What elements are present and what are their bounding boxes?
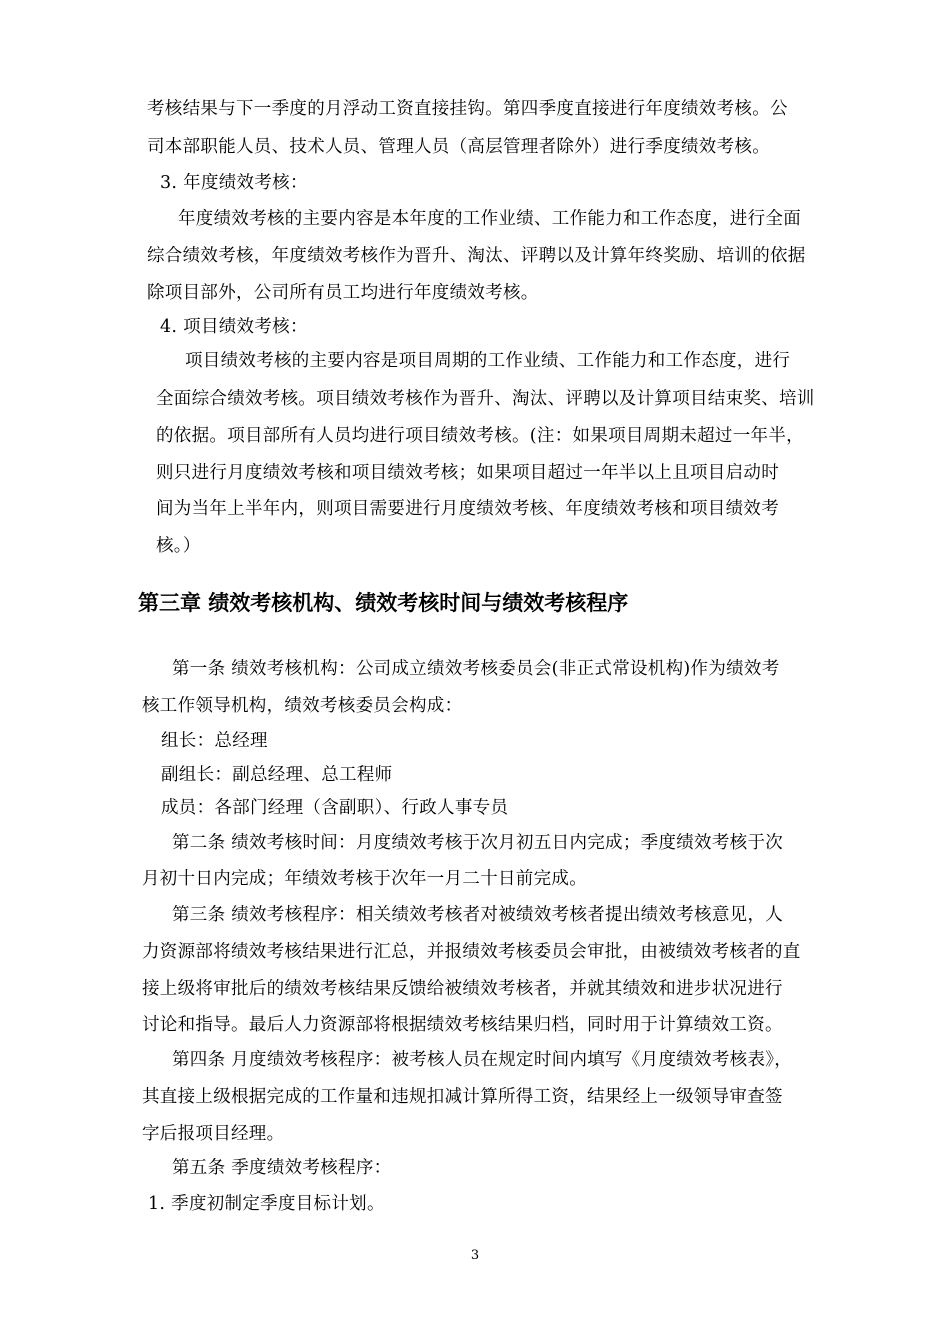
body-line: 年度绩效考核的主要内容是本年度的工作业绩、工作能力和工作态度，进行全面	[178, 209, 801, 229]
body-line: 间为当年上半年内，则项目需要进行月度绩效考核、年度绩效考核和项目绩效考	[156, 499, 779, 519]
body-line: 除项目部外，公司所有员工均进行年度绩效考核。	[147, 283, 539, 303]
list-heading: 4. 项目绩效考核：	[160, 317, 308, 337]
article-line: 第四条 月度绩效考核程序：被考核人员在规定时间内填写《月度绩效考核表》，	[172, 1050, 793, 1070]
body-line: 讨论和指导。最后人力资源部将根据绩效考核结果归档，同时用于计算绩效工资。	[142, 1015, 783, 1035]
body-line: 其直接上级根据完成的工作量和违规扣减计算所得工资，结果经上一级领导审查签	[142, 1087, 783, 1107]
body-line: 项目绩效考核的主要内容是项目周期的工作业绩、工作能力和工作态度，进行	[185, 351, 791, 371]
body-line: 全面综合绩效考核。项目绩效考核作为晋升、淘汰、评聘以及计算项目结束奖、培训	[156, 389, 815, 409]
article-line: 第三条 绩效考核程序：相关绩效考核者对被绩效考核者提出绩效考核意见，人	[172, 905, 784, 925]
chapter-title: 第三章 绩效考核机构、绩效考核时间与绩效考核程序	[138, 591, 629, 615]
article-line: 第二条 绩效考核时间：月度绩效考核于次月初五日内完成；季度绩效考核于次	[172, 833, 784, 853]
body-line: 的依据。项目部所有人员均进行项目绩效考核。(注：如果项目周期未超过一年半，	[156, 426, 804, 446]
member-line: 成员：各部门经理（含副职）、行政人事专员	[161, 798, 509, 818]
article-line: 第一条 绩效考核机构：公司成立绩效考核委员会(非正式常设机构)作为绩效考	[172, 659, 780, 679]
body-line: 力资源部将绩效考核结果进行汇总，并报绩效考核委员会审批，由被绩效考核者的直	[142, 942, 801, 962]
list-item: 1. 季度初制定季度目标计划。	[148, 1194, 385, 1214]
body-line: 字后报项目经理。	[142, 1124, 285, 1144]
body-line: 核工作领导机构，绩效考核委员会构成：	[142, 696, 463, 716]
body-line: 综合绩效考核，年度绩效考核作为晋升、淘汰、评聘以及计算年终奖励、培训的依据	[147, 246, 806, 266]
body-line: 接上级将审批后的绩效考核结果反馈给被绩效考核者，并就其绩效和进步状况进行	[142, 979, 783, 999]
body-line: 司本部职能人员、技术人员、管理人员（高层管理者除外）进行季度绩效考核。	[147, 137, 770, 157]
article-line: 第五条 季度绩效考核程序：	[172, 1158, 392, 1178]
body-line: 月初十日内完成；年绩效考核于次年一月二十日前完成。	[142, 869, 587, 889]
page-number: 3	[470, 1248, 480, 1263]
body-line: 则只进行月度绩效考核和项目绩效考核；如果项目超过一年半以上且项目启动时	[156, 463, 779, 483]
member-line: 副组长：副总经理、总工程师	[161, 765, 393, 785]
body-line: 核。）	[156, 536, 201, 556]
member-line: 组长：总经理	[161, 731, 268, 751]
body-line: 考核结果与下一季度的月浮动工资直接挂钩。第四季度直接进行年度绩效考核。公	[147, 99, 788, 119]
list-heading: 3. 年度绩效考核：	[160, 173, 308, 193]
